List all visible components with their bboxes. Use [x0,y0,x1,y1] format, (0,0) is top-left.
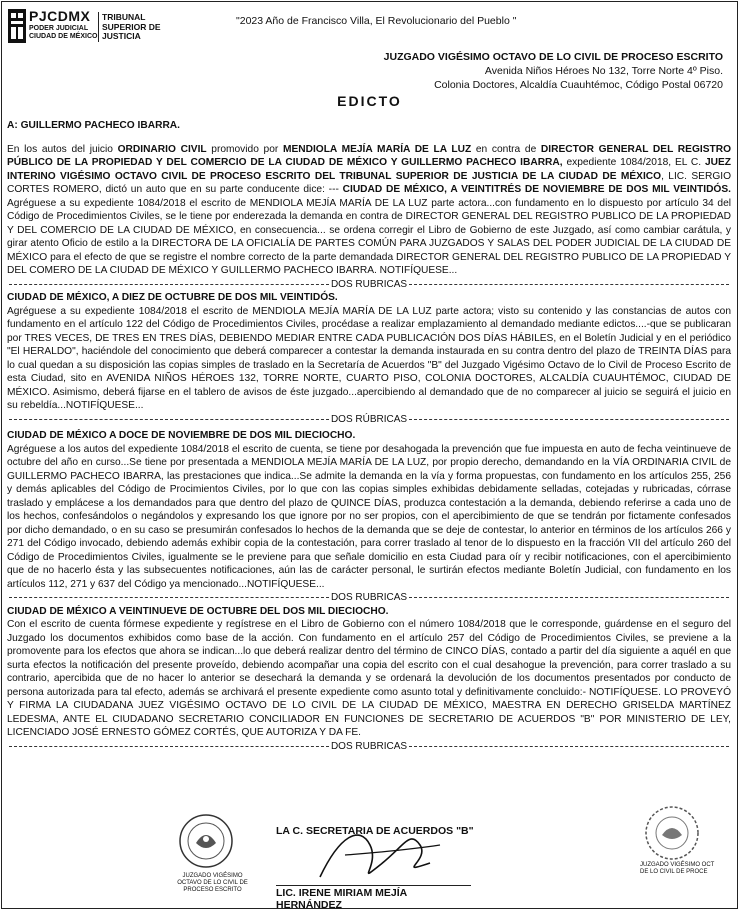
court-seal-icon [178,813,234,869]
logo-tsj [102,13,161,42]
p1-date: CIUDAD DE MÉXICO, A VEINTITRÉS DE NOVIEMBRE DE DOS MIL VEINTIDÓS. [342,184,731,195]
paragraph-2: Agréguese a su expediente 1084/2018 el escrito de MENDIOLA MEJÍA MARÍA DE LA LUZ parte actora; visto su contenido y las constancias de autos con fundamento en el artículo 122 del Código de Procedimientos Civiles, procédase a realizar emplazamiento al demandado mediante edictos....-que se publicaran por TRES VECES, DE TRES EN TRES DÍAS, DEBIENDO MEDIAR ENTRE CADA PUBLICACIÓN DOS DÍAS HÁBILES, en el Boletín Judicial y en el periódico "El HERALDO", haciéndole del conocimiento que deberá comparecer a contestar la demanda instaurada en su contra dentro del plazo de TREINTA DÍAS para lo cual quedan a su disposición las copias simples de traslado en la Secretaría de Acuerdos "B" del Juzgado Vigésimo Octavo de lo Civil de Proceso Escrito de esta Ciudad, sito en AVENIDA NIÑOS HÉROES 132, TORRE NORTE, CUARTO PISO, COLONIA DOCTORES, ALCALDÍA CUAUHTÉMOC, CIUDAD DE MÉXICO. Asimismo, deberá fijarse en el tablero de avisos de éste juzgado...apercibiendo al demandado que de no comparecer al juicio se seguirá el juicio en su rebeldía...NOTIFÍQUESE... [7,305,731,411]
rubric-separator-4 [7,740,731,754]
rubric-separator-1 [7,278,731,292]
pjcdmx-emblem-icon [8,9,26,43]
paragraph-3: Agréguese a los autos del expediente 1084/2018 el escrito de cuenta, se tiene por desahogada la prevención que fue impuesta en auto de fecha veintinueve de octubre del año en curso...Se tiene por presentada a MENDIOLA MEJÍA MARÍA DE LA LUZ, por propio derecho, demandando en la VÍA ORDINARIA CIVIL de GUILLERMO PACHECO IBARRA, las prestaciones que indica...Se admite la demanda en la vía y forma propuestas, con fundamento en los artículos 255, 256 y demás aplicables del Código de Procimientos Civiles, por lo que con las copias simples exhibidas debidamente selladas, cotejadas y rubricadas, córrase traslado y emplácese a los demandados para que dentro del plazo de QUINCE DÍAS, produzca contestación a la demanda, debiendo referirse a cada uno de los hechos, confesándolos o negándolos y expresando los que ignore por no ser propios, con el apercibimiento de que se tendrán por fictamente confesados por dicho demandado, o en su caso se presumirán confesados lo hechos de la demanda que se deje de contestar, lo anterior en términos de los artículos 266 y 271 del Código invocado, debiendo además exhibir copia de la contestación, para correr traslado al tenor de lo dispuesto en la fracción VII del artículo 260 del Código de Procedimientos Civiles, igualmente se le previene para que señale domicilio en esta Ciudad para oír y recibir notificaciones, con el apercibimiento que de no hacerlo ésta y las subsecuentes notificaciones, aún las de carácter personal, le surtirán efectos mediante Boletín Judicial, con fundamento en los artículos 112, 271 y 637 del Código ya mencionado...NOTIFÍQUESE... [7,443,731,590]
logo-sub-line2: CIUDAD DE MÉXICO [29,33,98,40]
rubric-label-1: DOS RUBRICAS [330,278,408,290]
heading-3: CIUDAD DE MÉXICO A DOCE DE NOVIEMBRE DE DOS MIL DIECIOCHO. [7,430,356,441]
logo-tsj-line1: TRIBUNAL [102,12,146,22]
p1-trial-type: ORDINARIO CIVIL [117,143,207,155]
p1-defendants: DIRECTOR GENERAL DEL REGISTRO PÚBLICO DE LA PROPIEDAD Y DEL COMERCIO DE LA CIUDAD DE MÉXICO Y GUILLERMO PACHECO IBARRA, [7,143,731,168]
handwritten-signature-icon [300,815,450,895]
p1-text-k: Agréguese a su expediente 1084/2018 el escrito de MENDIOLA MEJÍA MARÍA DE LA LUZ parte actora...con fundamento en lo dispuesto por artículo 34 del Código de Procedimientos Civiles, se le tiene por enderezada la demanda en contra de DIRECTOR GENERAL DEL REGISTRO PUBLICO DE LA PROPIEDAD Y DEL COMERCIO DE LA CIUDAD DE MÉXICO, en consecuencia... se ordena corregir el Libro de Gobierno de este Juzgado, así como cambiar carátula, y girar atento Oficio de estilo a la DIRECTORA DE LA OFICIALÍA DE PARTES COMÚN PARA JUZGADOS Y SALAS DEL PODER JUDICIAL DE LA CIUDAD DE MÉXICO para el efecto de que se registre el nombre correcto de la parte demandada DIRECTOR GENERAL DEL REGISTRO PUBLICO DE LA PROPIEDAD Y DEL COMERO DE LA CIUDAD DE MÉXICO Y GUILLERMO PACHECO IBARRA. NOTIFÍQUESE... [7,197,731,276]
court-seal-right-icon [642,805,702,861]
paragraph-4: Con el escrito de cuenta fórmese expediente y regístrese en el Libro de Gobierno con el número 1084/2018 que le corresponde, guárdense en el seguro del Juzgado los documentos exhibidos como base de la acción. Con fundamento en el artículo 257 del Código de Procedimientos Civiles, se previene a la promovente para los efectos que ahora se indican...lo que deberá realizar dentro del término de CINCO DÍAS, contado a partir del día siguiente a aquél en que surta efectos la notificación del presente proveído, debiendo acompañar una copia del escrito con el cual desahogue la prevención, para correr traslado a su contrario, apercibida que de no hacer lo anterior se desechará la demanda y se ordenará la devolución de los documentos presentados por conducto de persona autorizada para tal efecto, además se archivará el presente expediente como asunto total y definitivamente concluido:- NOTIFÍQUESE. LO PROVEYÓ Y FIRMA LA CIUDADANA JUEZ VIGÉSIMO OCTAVO DE LO CIVIL DE LA CIUDAD DE MÉXICO, MAESTRA EN DERECHO GRISELDA MARTÍNEZ LEDESMA, ANTE EL CIUDADANO SECRETARIO CONCILIADOR EN FUNCIONES DE SECRETARIO DE ACUERDOS "B" POR MINISTERIO DE LEY, LICENCIADO JOSÉ ERNESTO GÓMEZ CORTÉS, QUE AUTORIZA Y DA FE. [7,619,731,738]
rubric-separator-2 [7,413,731,427]
court-block [384,50,723,92]
rubric-label-3: DOS RUBRICAS [330,592,408,603]
p1-plaintiff: MENDIOLA MEJÍA MARÍA DE LA LUZ [282,143,472,155]
p1-text-e: en contra de [471,143,541,155]
edict-body [7,119,731,753]
signatory-title: LA C. SECRETARIA DE ACUERDOS "B" [276,825,474,837]
logo-brand: PJCDMX [29,8,91,24]
logo-sub-line1: PODER JUDICIAL [29,25,89,32]
logo-divider [98,12,99,42]
p1-text-i: , LIC. SERGIO CORTES ROMERO, dictó un auto que en su parte conducente dice: --- [7,170,732,195]
court-address-line2: Colonia Doctores, Alcaldía Cuauhtémoc, Código Postal 06720 [434,79,723,91]
addressee: A: GUILLERMO PACHECO IBARRA. [7,120,180,131]
logo-subtitle [29,25,97,41]
p1-text-g: expediente 1084/2018, EL C. [562,157,705,168]
logo-tsj-line3: JUSTICIA [102,31,141,41]
logo-tsj-line2: SUPERIOR DE [102,21,161,32]
court-name: JUZGADO VIGÉSIMO OCTAVO DE LO CIVIL DE PROCESO ESCRITO [383,51,723,63]
court-address-line1: Avenida Niños Héroes No 132, Torre Norte 4º Piso. [484,65,723,77]
rubric-separator-3 [7,591,731,605]
p1-judge: JUEZ INTERINO VIGÉSIMO OCTAVO CIVIL DE PROCESO ESCRITO DEL TRIBUNAL SUPERIOR DE JUSTICIA DE LA CIUDAD DE MÉXICO [7,157,731,182]
heading-4: CIUDAD DE MÉXICO A VEINTINUEVE DE OCTUBRE DEL DOS MIL DIECIOCHO. [7,605,389,617]
p1-text-a: En los autos del juicio [7,143,118,155]
document-title: EDICTO [337,93,402,109]
seal-left-caption: JUZGADO VIGÉSIMO OCTAVO DE LO CIVIL DE PROCESO ESCRITO [177,873,248,893]
signatory-name: LIC. IRENE MIRIAM MEJÍA HERNÁNDEZ [276,885,471,911]
signature-block [0,805,739,911]
rubric-label-2: DOS RÚBRICAS [330,413,408,425]
paragraph-1 [7,143,731,278]
seal-right-caption: JUZGADO VIGÉSIMO OCT DE LO CIVIL DE PROCE [640,862,715,875]
pjcdmx-logo [8,9,168,45]
heading-2: CIUDAD DE MÉXICO, A DIEZ DE OCTUBRE DE DOS MIL VEINTIDÓS. [7,292,338,303]
rubric-label-4: DOS RUBRICAS [330,740,408,752]
p1-text-c: promovido por [206,143,283,155]
year-motto: "2023 Año de Francisco Villa, El Revolucionario del Pueblo " [236,15,517,27]
